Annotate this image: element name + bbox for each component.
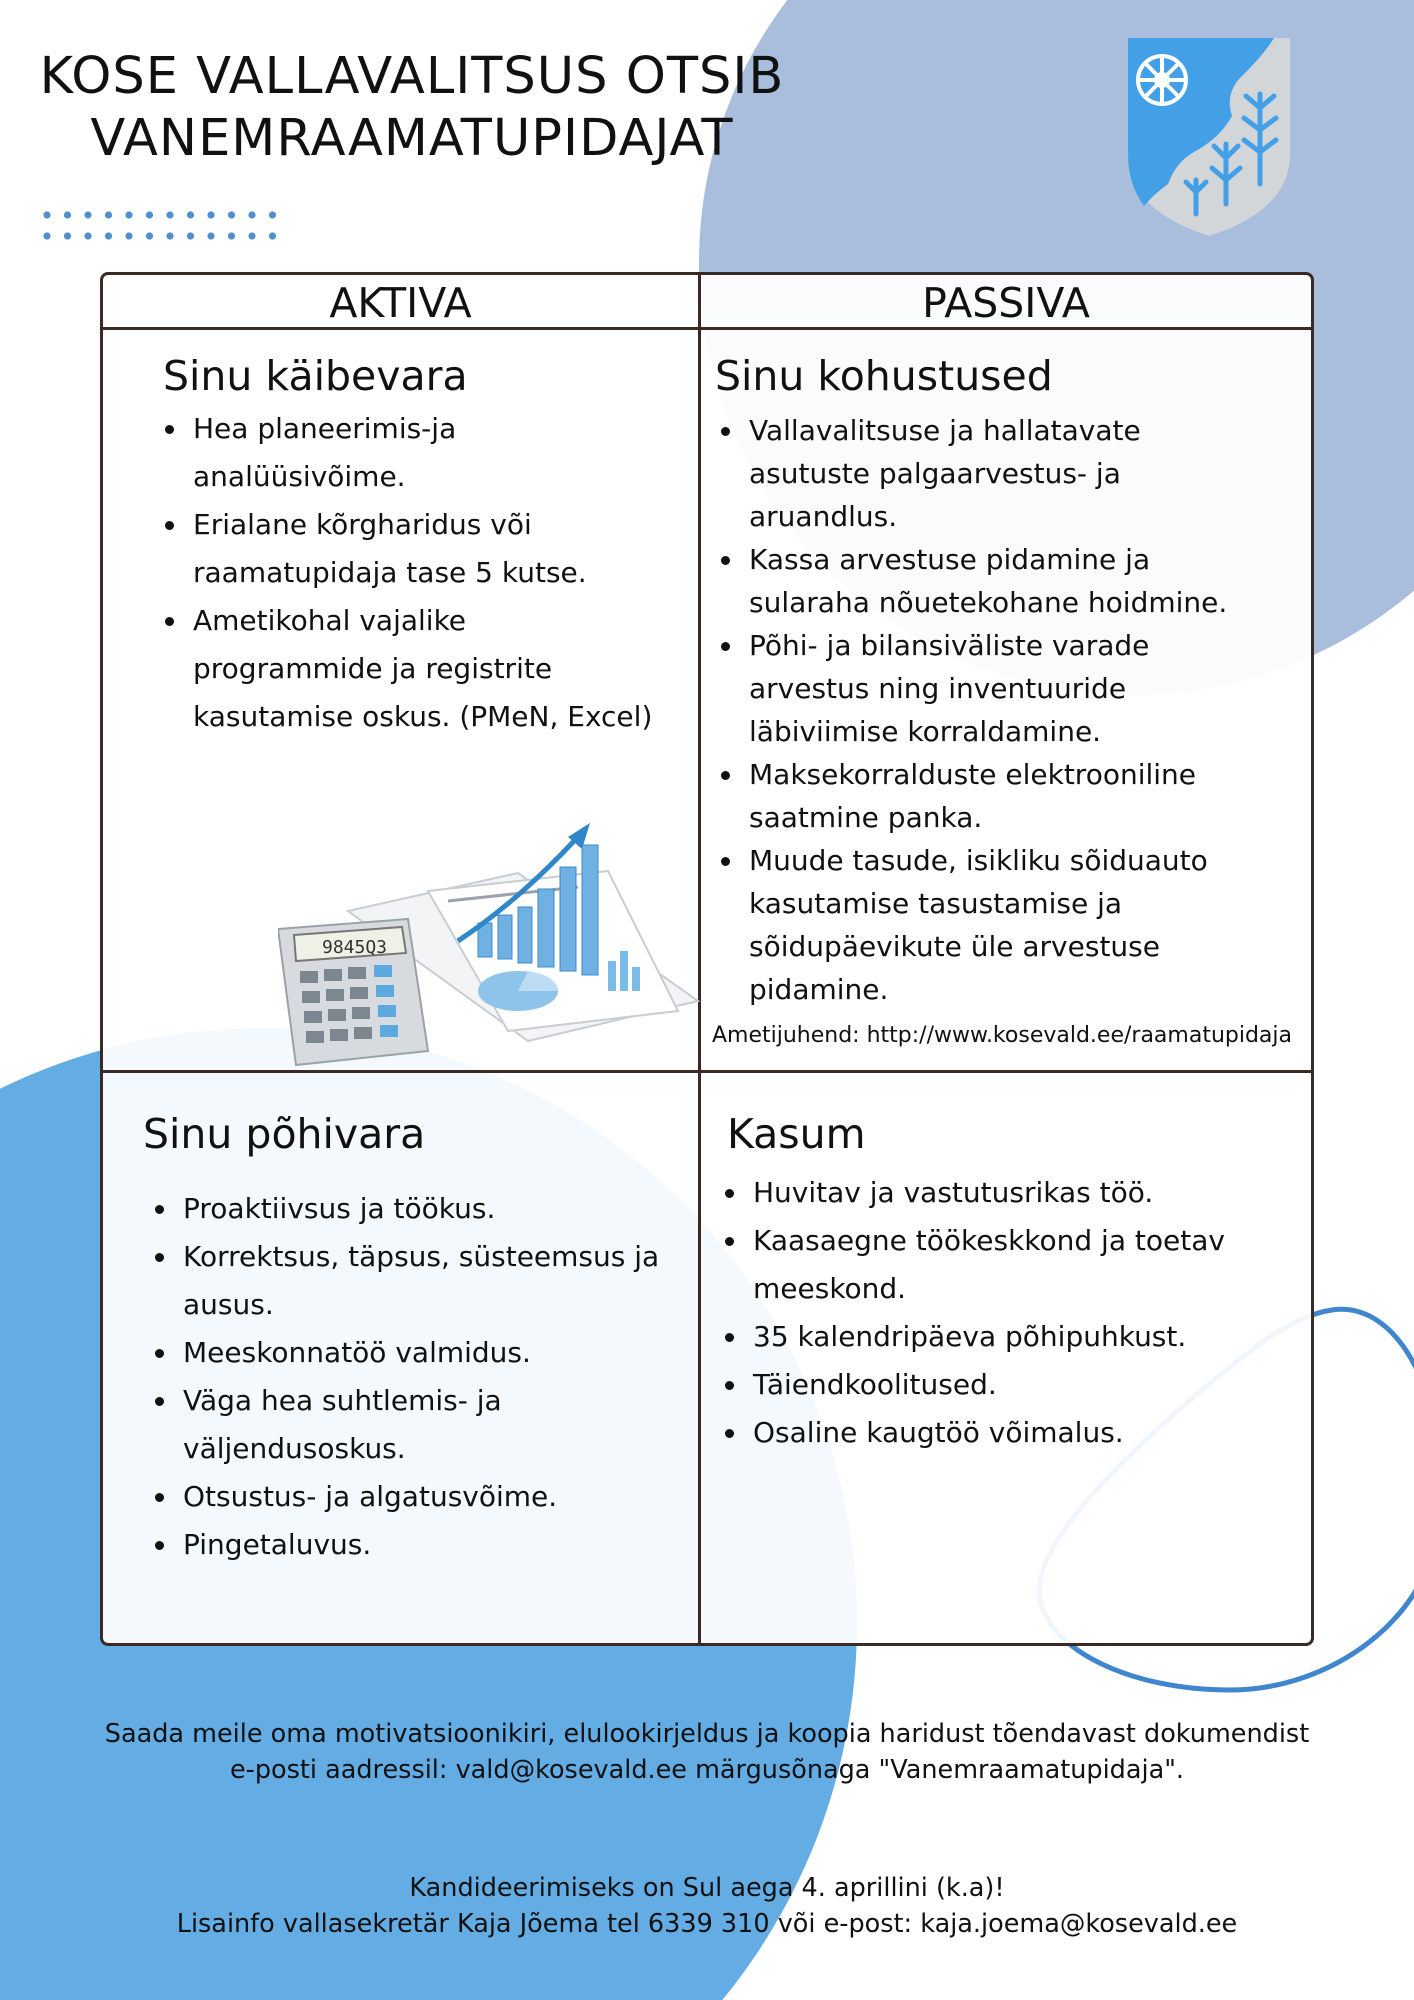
title-line-2: VANEMRAAMATUPIDAJAT <box>90 109 734 168</box>
list-item-line: sõidupäevikute üle arvestuse <box>749 930 1160 963</box>
title-line-1: KOSE VALLAVALITSUS OTSIB <box>39 47 785 106</box>
list-item-line: sularaha nõuetekohane hoidmine. <box>749 586 1228 619</box>
apply-line-1: Saada meile oma motivatsioonikiri, elulookirjeldus ja koopia haridust tõendavast dokumendist <box>104 1719 1310 1749</box>
list-item-line: Huvitav ja vastutusrikas töö. <box>753 1176 1154 1209</box>
decorative-dot <box>166 232 173 239</box>
calculator <box>278 919 428 1065</box>
decorative-dot <box>64 211 71 218</box>
decorative-dots <box>43 211 276 239</box>
list-item-line: saatmine panka. <box>749 801 983 834</box>
decorative-dot <box>125 211 132 218</box>
list-item-line: Maksekorralduste elektrooniline <box>749 758 1197 791</box>
list-item <box>179 1233 719 1329</box>
decorative-dot <box>187 232 194 239</box>
kohustused-list <box>715 409 1335 1011</box>
application-instructions <box>0 1716 1414 1788</box>
list-item-line: Osaline kaugtöö võimalus. <box>753 1416 1124 1449</box>
decorative-dot <box>248 211 255 218</box>
list-item-line: asutuste palgaarvestus- ja <box>749 457 1121 490</box>
decorative-dot <box>207 211 214 218</box>
list-item-line: raamatupidaja tase 5 kutse. <box>193 556 587 589</box>
list-item-line: Kassa arvestuse pidamine ja <box>749 543 1151 576</box>
list-item <box>189 597 709 741</box>
list-item-line: Vallavalitsuse ja hallatavate <box>749 414 1141 447</box>
list-item-line: meeskond. <box>753 1272 907 1305</box>
decorative-dot <box>248 232 255 239</box>
list-item-line: Proaktiivsus ja töökus. <box>183 1192 496 1225</box>
aktiva-heading: AKTIVA <box>329 279 472 327</box>
kohustused-heading: Sinu kohustused <box>715 352 1053 400</box>
decorative-dot <box>43 211 50 218</box>
list-item-line: Pingetaluvus. <box>183 1528 372 1561</box>
decorative-dot <box>207 232 214 239</box>
pohivara-heading: Sinu põhivara <box>143 1110 426 1158</box>
list-item <box>179 1329 719 1377</box>
list-item <box>749 1361 1339 1409</box>
decorative-dot <box>166 211 173 218</box>
passiva-heading: PASSIVA <box>922 279 1090 327</box>
list-item-line: Täiendkoolitused. <box>753 1368 997 1401</box>
list-item <box>745 624 1335 753</box>
decorative-dot <box>105 232 112 239</box>
list-item-line: Otsustus- ja algatusvõime. <box>183 1480 558 1513</box>
list-item <box>745 409 1335 538</box>
finance-chart-calculator-illustration <box>278 811 708 1071</box>
apply-line-2: e-posti aadressil: vald@kosevald.ee märgusõnaga "Vanemraamatupidaja". <box>229 1755 1185 1785</box>
list-item <box>179 1185 719 1233</box>
list-item <box>745 538 1335 624</box>
kose-parish-coat-of-arms-icon <box>1124 34 1294 240</box>
decorative-dot <box>228 232 235 239</box>
list-item-line: kasutamise oskus. (PMeN, Excel) <box>193 700 653 733</box>
decorative-dot <box>125 232 132 239</box>
calculator-display: 9845Q3 <box>322 937 388 958</box>
kasum-list <box>719 1169 1339 1457</box>
decorative-dot <box>269 211 276 218</box>
list-item <box>745 753 1335 839</box>
list-item <box>189 501 709 597</box>
contact-info <box>0 1870 1414 1942</box>
list-item-line: Kaasaegne töökeskkond ja toetav <box>753 1224 1225 1257</box>
list-item-line: Erialane kõrgharidus või <box>193 508 532 541</box>
list-item-line: Väga hea suhtlemis- ja <box>183 1384 502 1417</box>
kasum-heading: Kasum <box>727 1110 866 1158</box>
decorative-dot <box>269 232 276 239</box>
decorative-dot <box>187 211 194 218</box>
list-item-line: ausus. <box>183 1288 274 1321</box>
list-item-line: programmide ja registrite <box>193 652 553 685</box>
list-item <box>189 405 709 501</box>
list-item-line: väljendusoskus. <box>183 1432 406 1465</box>
list-item <box>749 1313 1339 1361</box>
list-item <box>745 839 1335 1011</box>
list-item-line: Hea planeerimis-ja <box>193 412 457 445</box>
list-item-line: Põhi- ja bilansiväliste varade <box>749 629 1150 662</box>
decorative-dot <box>228 211 235 218</box>
list-item <box>749 1409 1339 1457</box>
page-title <box>32 46 792 170</box>
decorative-dot <box>43 232 50 239</box>
aktiva-passiva-table <box>100 272 1314 1646</box>
list-item-line: Korrektsus, täpsus, süsteemsus ja <box>183 1240 660 1273</box>
decorative-dot <box>64 232 71 239</box>
list-item-line: Ametikohal vajalike <box>193 604 467 637</box>
decorative-dot <box>146 232 153 239</box>
pohivara-list <box>149 1185 719 1569</box>
list-item-line: läbiviimise korraldamine. <box>749 715 1102 748</box>
list-item-line: aruandlus. <box>749 500 898 533</box>
list-item-line: arvestus ning inventuuride <box>749 672 1127 705</box>
list-item-line: Meeskonnatöö valmidus. <box>183 1336 531 1369</box>
contact-text: Lisainfo vallasekretär Kaja Jõema tel 6339 310 või e-post: kaja.joema@kosevald.ee <box>176 1909 1238 1939</box>
list-item-line: Muude tasude, isikliku sõiduauto <box>749 844 1208 877</box>
list-item-line: kasutamise tasustamise ja <box>749 887 1123 920</box>
list-item <box>749 1169 1339 1217</box>
list-item <box>179 1473 719 1521</box>
list-item-line: analüüsivõime. <box>193 460 406 493</box>
kaibevara-heading: Sinu käibevara <box>163 352 468 400</box>
decorative-dot <box>105 211 112 218</box>
kaibevara-list <box>159 405 709 741</box>
list-item <box>179 1377 719 1473</box>
list-item-line: 35 kalendripäeva põhipuhkust. <box>753 1320 1187 1353</box>
decorative-dot <box>84 211 91 218</box>
decorative-dot <box>146 211 153 218</box>
list-item <box>179 1521 719 1569</box>
list-item <box>749 1217 1339 1313</box>
list-item-line: pidamine. <box>749 973 889 1006</box>
ametijuhend-link[interactable]: Ametijuhend: http://www.kosevald.ee/raamatupidaja <box>711 1023 1293 1048</box>
decorative-dot <box>84 232 91 239</box>
deadline-text: Kandideerimiseks on Sul aega 4. aprillini (k.a)! <box>409 1873 1005 1903</box>
